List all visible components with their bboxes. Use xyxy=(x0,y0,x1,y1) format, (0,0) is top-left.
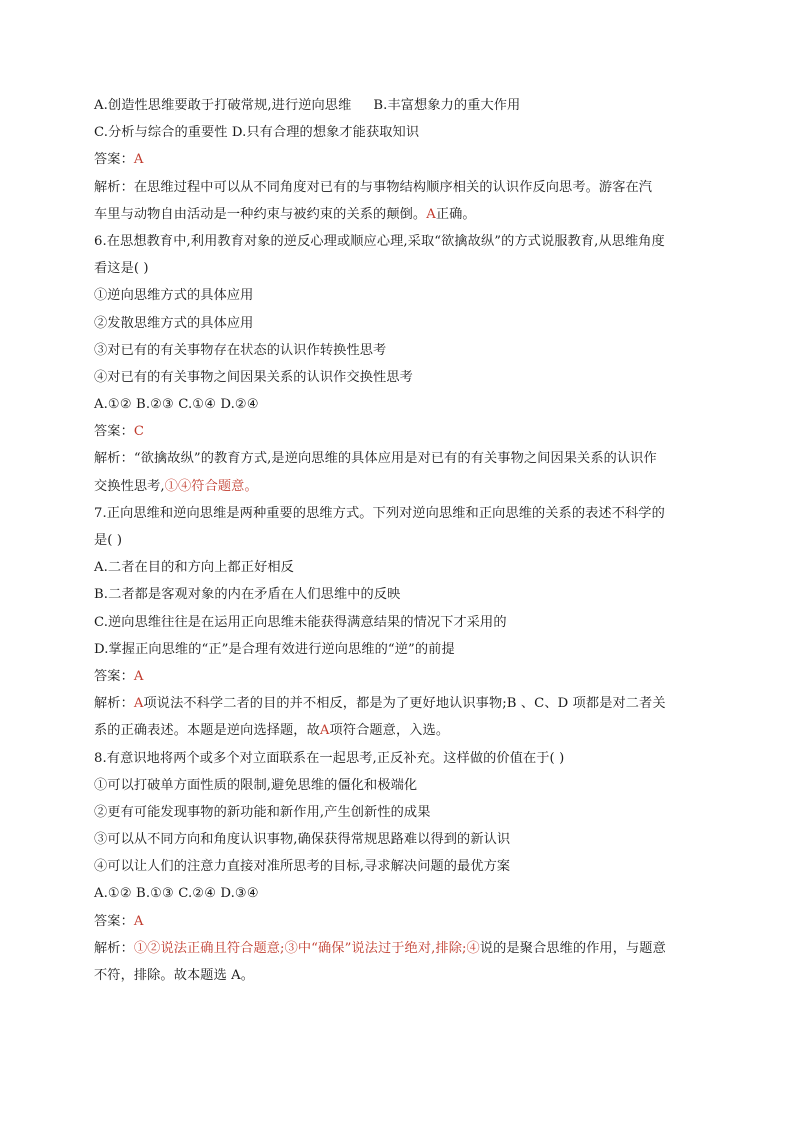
question-stem: 是( ) xyxy=(94,533,123,548)
analysis-highlight: ①②说法正确且符合题意;③中“确保”说法过于绝对,排除;④ xyxy=(133,940,480,956)
analysis-text: 交换性思考, xyxy=(94,478,165,494)
option-a: A.二者在目的和方向上都正好相反 xyxy=(94,560,294,576)
answer-value: A xyxy=(133,913,144,929)
option-d: D.掌握正向思维的“正”是合理有效进行逆向思维的“逆”的前提 xyxy=(94,641,455,657)
analysis-text: 项符合题意，入选。 xyxy=(329,723,450,739)
analysis-text: 项说法不科学二者的目的并不相反，都是为了更好地认识事物;B 、C、D 项都是对二者关 xyxy=(143,696,666,712)
answer-line xyxy=(94,663,714,690)
options-line: A.①② B.①③ C.②④ D.③④ xyxy=(94,886,259,902)
answer-label: 答案： xyxy=(94,913,134,929)
analysis-text: 系的正确表述。本题是逆向选择题，故 xyxy=(94,723,320,739)
question-stem: 7.正向思维和逆向思维是两种重要的思维方式。下列对逆向思维和正向思维的关系的表述不科学的 xyxy=(94,505,665,521)
analysis-highlight: A xyxy=(319,723,330,739)
analysis-line: 解析：“欲擒故纵”的教育方式,是逆向思维的具体应用是对已有的有关事物之间因果关系的认识作 xyxy=(94,451,657,467)
option-line-cd: C.分析与综合的重要性 D.只有合理的想象才能获取知识 xyxy=(94,125,420,141)
analysis-text: 说的是聚合思维的作用，与题意 xyxy=(479,940,666,956)
answer-label: 答案： xyxy=(94,152,134,168)
answer-value: A xyxy=(133,668,144,684)
statement-item: ①可以打破单方面性质的限制,避免思维的僵化和极端化 xyxy=(94,777,418,793)
statement-item: ③对已有的有关事物存在状态的认识作转换性思考 xyxy=(94,342,387,358)
answer-label: 答案： xyxy=(94,424,134,440)
statement-item: ③可以从不同方向和角度认识事物,确保获得常规思路难以得到的新认识 xyxy=(94,832,511,848)
answer-line xyxy=(94,146,714,173)
analysis-text: 车里与动物自由活动是一种约束与被约束的关系的颠倒。 xyxy=(94,206,427,222)
question-stem: 8.有意识地将两个或多个对立面联系在一起思考,正反补充。这样做的价值在于( ) xyxy=(94,750,565,766)
options-line: A.①② B.②③ C.①④ D.②④ xyxy=(94,397,259,413)
option-line-ab xyxy=(94,92,714,119)
analysis-highlight: ①④符合题意。 xyxy=(164,478,258,494)
statement-item: ①逆向思维方式的具体应用 xyxy=(94,288,254,304)
statement-item: ②发散思维方式的具体应用 xyxy=(94,315,254,331)
answer-line xyxy=(94,418,714,445)
analysis-text: 解析： xyxy=(94,696,134,712)
analysis-highlight: A xyxy=(133,696,144,712)
option-c: C.逆向思维往往是在运用正向思维未能获得满意结果的情况下才采用的 xyxy=(94,614,507,630)
statement-item: ②更有可能发现事物的新功能和新作用,产生创新性的成果 xyxy=(94,804,431,820)
option-a: A.创造性思维要敢于打破常规,进行逆向思维 xyxy=(94,98,352,113)
analysis-line xyxy=(94,935,714,962)
statement-item: ④对已有的有关事物之间因果关系的认识作交换性思考 xyxy=(94,369,413,385)
statement-item: ④可以让人们的注意力直接对准所思考的目标,寻求解决问题的最优方案 xyxy=(94,859,511,875)
analysis-line xyxy=(94,473,714,500)
analysis-line: 不符，排除。故本题选 A。 xyxy=(94,968,255,983)
answer-value: A xyxy=(133,152,144,168)
answer-line xyxy=(94,908,714,935)
question-stem: 看这是( ) xyxy=(94,261,149,277)
analysis-text: 解析： xyxy=(94,940,134,956)
analysis-line xyxy=(94,690,714,717)
option-b: B.二者都是客观对象的内在矛盾在人们思维中的反映 xyxy=(94,587,401,603)
analysis-line xyxy=(94,717,714,744)
document-page xyxy=(94,92,714,989)
analysis-highlight: A xyxy=(426,206,436,222)
analysis-line xyxy=(94,201,714,228)
answer-label: 答案： xyxy=(94,668,134,684)
analysis-line: 解析：在思维过程中可以从不同角度对已有的与事物结构顺序相关的认识作反向思考。游客在汽 xyxy=(94,179,653,195)
answer-value: C xyxy=(133,424,145,440)
question-stem: 6.在思想教育中,利用教育对象的逆反心理或顺应心理,采取“欲擒故纵”的方式说服教育,从思维角度 xyxy=(94,233,665,249)
option-b: B.丰富想象力的重大作用 xyxy=(373,98,521,113)
analysis-text: 正确。 xyxy=(435,206,476,222)
